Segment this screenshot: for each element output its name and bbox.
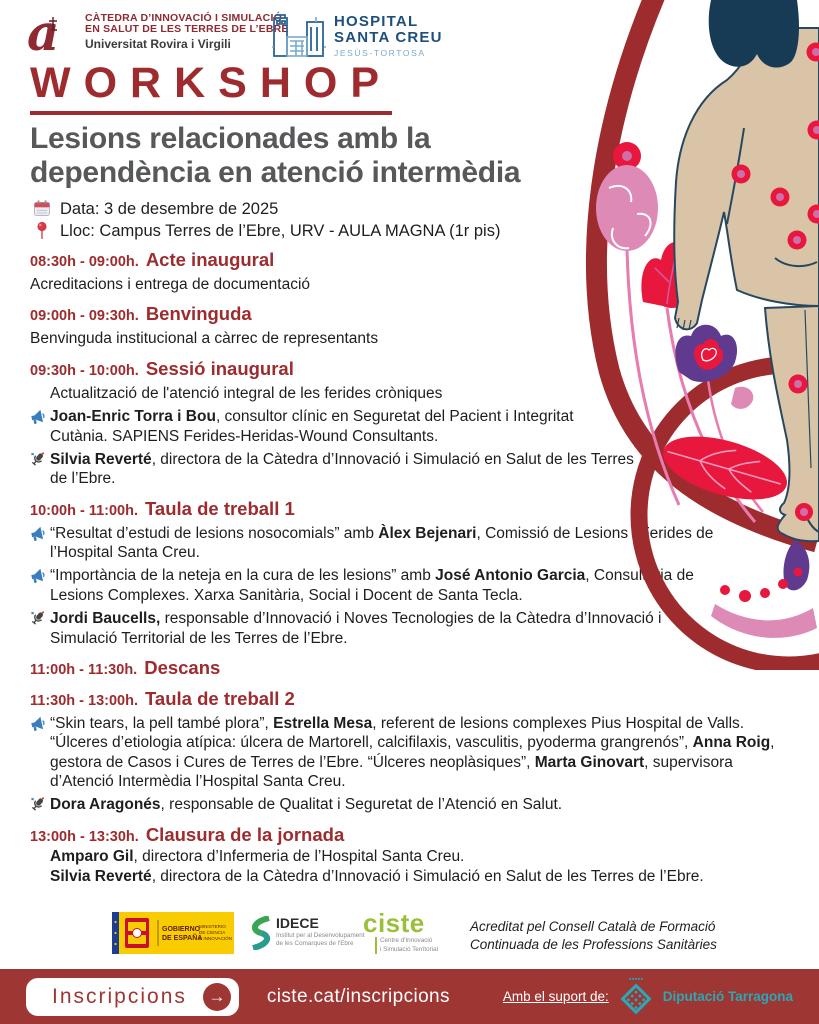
inscriptions-url[interactable]: ciste.cat/inscripcions — [266, 985, 450, 1007]
support-label: Amb el suport de: — [502, 989, 609, 1004]
diputacio-label: Diputació Tarragona — [662, 989, 793, 1004]
inscriptions-label: Inscripcions — [52, 984, 187, 1008]
section-title: Sessió inaugural — [145, 357, 294, 379]
section-time: 11:30h - 13:00h. — [30, 692, 138, 709]
idece-logo — [248, 916, 365, 950]
idece-sub2: de les Comarques de l'Ebre — [276, 939, 354, 947]
section-heading — [30, 303, 794, 325]
schedule-item: Dora Aragonés, responsable de Qualitat i Seguretat de l’Atenció en Salut. — [30, 795, 794, 814]
megaphone-icon — [29, 408, 46, 425]
spain-government-logo — [112, 912, 234, 959]
diputacio-tarragona-icon — [619, 976, 653, 1018]
section-title: Benvinguda — [145, 303, 252, 325]
microphone-icon — [29, 796, 46, 813]
section-title: Descans — [144, 656, 221, 678]
idece-sub1: Institut per al Desenvolupament — [276, 932, 365, 939]
section-time: 11:00h - 11:30h. — [30, 661, 138, 678]
arrow-icon: → — [203, 983, 231, 1011]
ciste-sub2: i Simulació Territorial — [380, 945, 438, 953]
megaphone-icon — [29, 715, 46, 732]
hospital-line1: HOSPITAL — [334, 12, 419, 30]
schedule-section — [30, 303, 794, 348]
schedule-item: Jordi Baucells, responsable d’Innovació i Noves Tecnologies de la Càtedra d’Innovació i Simulació Territorial de les Terres de l’Ebre. — [30, 609, 722, 648]
microphone-icon — [29, 451, 46, 468]
schedule-item: Joan-Enric Torra i Bou, consultor clínic en Seguretat del Pacient i Integritat Cutània. SAPIENS Ferides-Heridas-Wound Consultants. — [30, 407, 635, 446]
schedule-section — [30, 249, 794, 294]
date-text: Data: 3 de desembre de 2025 — [60, 199, 279, 218]
section-heading — [30, 824, 794, 846]
section-time: 09:30h - 10:00h. — [30, 362, 139, 379]
catedra-logo — [26, 8, 289, 56]
schedule-item: Acreditacions i entrega de documentació — [30, 276, 311, 293]
schedule-section — [30, 824, 794, 887]
megaphone-icon — [29, 567, 46, 584]
schedule-item: “Skin tears, la pell també plora”, Estrella Mesa, referent de lesions complexes Pius Hospital de Valls. “Úlceres d’etiologia atípica: úlcera de Martorell, calcifilaxis, vasculitis, pyoderma grangrenós”, Anna Roig, gestora de Casos i Cures de Terres de l’Ebre. “Úlceres neoplàsiques”, Marta Ginovart, supervisora d’Atenció Intermèdia l’Hospital Santa Creu. — [30, 714, 794, 792]
schedule-item: Amparo Gil, directora d’Infermeria de l’Hospital Santa Creu. — [50, 847, 465, 865]
schedule-item: Silvia Reverté, directora de la Càtedra d’Innovació i Simulació en Salut de les Terres de l’Ebre. — [30, 450, 635, 489]
ciste-sub1: Centre d'Innovació — [380, 937, 433, 945]
schedule-section — [30, 688, 794, 815]
catedra-line3: Universitat Rovira i Virgili — [85, 37, 231, 52]
section-heading — [30, 688, 794, 710]
idece-curve-icon — [248, 916, 272, 950]
urv-a-glyph: a — [27, 8, 60, 56]
schedule — [30, 249, 794, 896]
event-meta — [33, 199, 500, 243]
catedra-line2: EN SALUT DE LES TERRES DE L’EBRE — [85, 23, 289, 36]
location-row — [33, 221, 500, 241]
date-row — [33, 199, 500, 219]
section-heading — [30, 498, 794, 520]
hospital-line3: JESÚS-TORTOSA — [334, 48, 426, 59]
hospital-line2: SANTA CREU — [334, 28, 443, 46]
hospital-santa-creu-logo — [272, 13, 443, 59]
section-title: Acte inaugural — [145, 249, 275, 270]
section-time: 10:00h - 11:00h. — [30, 502, 138, 519]
hospital-building-icon — [272, 13, 326, 59]
schedule-item: Benvinguda institucional a càrrec de representants — [30, 330, 379, 348]
ciste-logo — [363, 908, 438, 954]
svg-text:GOBIERNO: GOBIERNO — [162, 926, 201, 933]
section-title: Clausura de la jornada — [145, 823, 345, 845]
section-time: 08:30h - 09:00h. — [30, 254, 139, 270]
section-time: 09:00h - 09:30h. — [30, 308, 139, 325]
section-heading — [30, 657, 794, 679]
support-group — [503, 976, 793, 1018]
section-title: Taula de treball 1 — [145, 497, 295, 519]
section-title: Taula de treball 2 — [145, 687, 295, 709]
schedule-section — [30, 358, 794, 489]
schedule-section — [30, 498, 794, 648]
svg-text:MINISTERIO: MINISTERIO — [199, 924, 226, 929]
workshop-heading: WORKSHOP — [30, 62, 392, 115]
inscriptions-button[interactable] — [26, 978, 239, 1016]
schedule-item: “Resultat d’estudi de lesions nosocomials” amb Àlex Bejenari, Comissió de Lesions i Ferides de l’Hospital Santa Creu. — [30, 524, 722, 563]
calendar-icon — [33, 199, 51, 219]
section-heading — [30, 249, 794, 271]
schedule-item: Actualització de l'atenció integral de les ferides cròniques — [50, 384, 443, 402]
location-text: Lloc: Campus Terres de l’Ebre, URV - AULA MAGNA (1r pis) — [60, 221, 501, 240]
location-pin-icon — [33, 221, 51, 241]
ciste-name: ciste — [363, 908, 425, 938]
schedule-item: “Importància de la neteja en la cura de les lesions” amb José Antonio Garcia, Consultoria de Lesions Complexes. Xarxa Sanitària, Social i Docent de Santa Tecla. — [30, 566, 722, 605]
bottom-bar — [0, 969, 819, 1024]
section-time: 13:00h - 13:30h. — [30, 828, 139, 845]
idece-name: IDECE — [276, 915, 319, 931]
accreditation-text: Acreditat pel Consell Català de Formació Continuada de les Professions Sanitàries — [470, 919, 717, 952]
schedule-item: Silvia Reverté, directora de la Càtedra d’Innovació i Simulació en Salut de les Terres de l’Ebre. — [50, 868, 704, 886]
catedra-line1: CÀTEDRA D’INNOVACIÓ I SIMULACIÓ — [85, 11, 282, 24]
megaphone-icon — [29, 525, 46, 542]
svg-text:E INNOVACIÓN: E INNOVACIÓN — [199, 936, 233, 941]
schedule-section — [30, 657, 794, 679]
section-heading — [30, 358, 794, 380]
svg-text:DE ESPAÑA: DE ESPAÑA — [162, 935, 203, 942]
svg-text:DE CIENCIA: DE CIENCIA — [199, 930, 226, 935]
urv-a-icon — [26, 8, 78, 56]
microphone-icon — [29, 610, 46, 627]
page-title: Lesions relacionades amb la dependència en atenció intermèdia — [30, 122, 521, 190]
